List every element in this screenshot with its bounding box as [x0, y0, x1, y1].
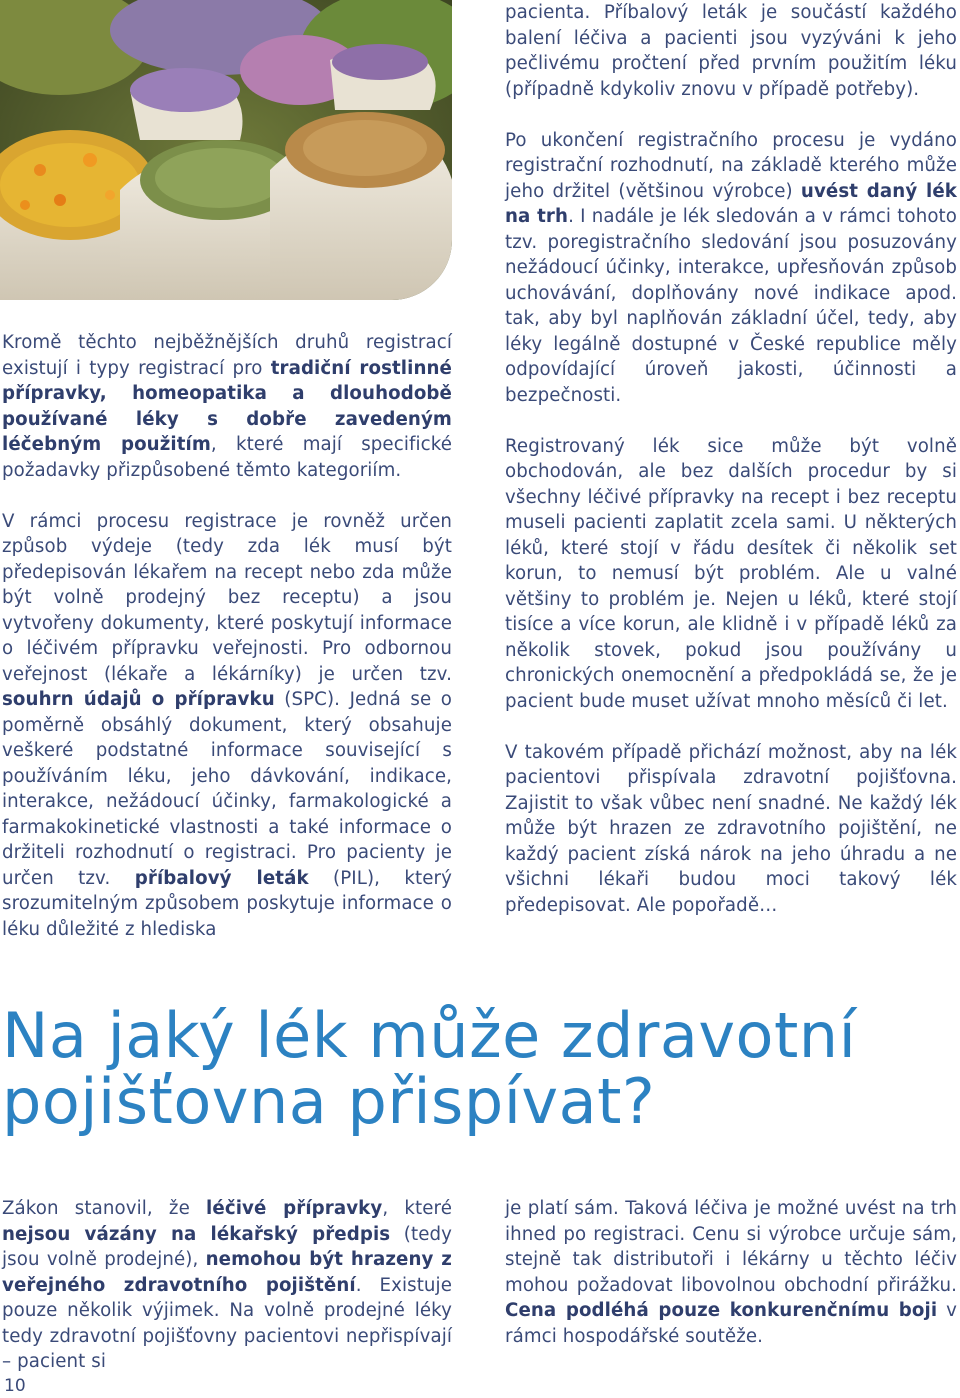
text-run: , které mají specifické požadavky přizpůsobené těmto kategoriím. — [2, 434, 453, 481]
bold-text-run: Cena podléhá pouze konkurenčnímu boji — [505, 1300, 938, 1321]
left-paragraph-2 — [2, 509, 452, 943]
bottom-right-paragraph — [505, 1196, 957, 1349]
text-run: Registrovaný lék sice může být volně obchodován, ale bez dalších procedur by si všechny léčivé přípravky na recept i bez receptu museli pacienti zaplatit zcela sami. U některých léků, které stojí v řádu desítek či několik set korun, to nemusí být problém. Ale u valné většiny to problém je. Nejen u léků, které stojí tisíce a více korun, ale klidně i v případě léků za několik stovek, pokud jsou používány u chronických onemocnění a předpokládá se, že je pacient bude muset užívat mnoho měsíců či let. — [505, 435, 957, 712]
text-run: , které — [382, 1198, 453, 1219]
right-paragraph-3 — [505, 434, 957, 715]
bold-text-run: souhrn údajů o přípravku — [2, 689, 275, 710]
text-run: (SPC). Jedná se o poměrně obsáhlý dokument, který obsahuje veškeré podstatné informace související s používáním léku, jeho dávkování, indikace, interakce, nežádoucí účinky, farmakologické a farmakokinetické vlastnosti a také informace o držiteli rozhodnutí o registraci. Pro pacienty je určen tzv. — [2, 689, 452, 889]
bold-text-run: nejsou vázány na lékařský předpis — [2, 1223, 391, 1245]
bottom-left-paragraph — [2, 1196, 452, 1375]
text-run: (tedy jsou volně prodejné), — [2, 1223, 452, 1270]
bold-text-run: tradiční rostlinné přípravky, homeopatika a dlouhodobě používané léky s dobře zavedeným léčebným použitím — [2, 357, 452, 455]
text-run: V takovém případě přichází možnost, aby na lék pacientovi přispívala zdravotní pojišťovna. Zajistit to však vůbec není snadné. Ne každý lék může být hrazen ze zdravotního pojištění, ne každý pacient získá nárok na jeho úhradu a ne všichni lékaři budou moci takový lék předepisovat. Ale popořadě… — [505, 741, 957, 916]
section-heading — [2, 999, 902, 1138]
text-run: Po ukončení registračního procesu je vydáno registrační rozhodnutí, na základě kterého může jeho držitel (většinou výrobce) — [505, 129, 957, 202]
herbs-photo-icon — [0, 0, 452, 300]
left-column — [2, 330, 452, 942]
text-run: . I nadále je lék sledován a v rámci tohoto tzv. poregistračního sledování jsou posuzovány nežádoucí účinky, interakce, upřesňován způsob uchovávání, doplňovány nové indikace apod. tak, aby byl naplňován základní účel, tedy, aby léky legálně dostupné v České republice měly odpovídající úroveň jakosti, účinnosti a bezpečnosti. — [505, 206, 958, 406]
page-number: 10 — [4, 1376, 26, 1396]
bold-text-run: nemohou být hrazeny z veřejného zdravotního pojištění — [2, 1249, 452, 1296]
heading-line-1: Na jaký lék může zdravotní — [2, 999, 857, 1072]
bottom-left-column — [2, 1196, 452, 1375]
text-run: v rámci hospodářské soutěže. — [505, 1300, 958, 1347]
text-run: je platí sám. Taková léčiva je možné uvést na trh ihned po registraci. Cenu si výrobce určuje sám, stejně tak distributoři i lékárny u těchto léčiv mohou požadovat libovolnou obchodní přirážku. — [505, 1198, 957, 1296]
right-paragraph-1 — [505, 0, 957, 102]
text-run: Kromě těchto nejběžnějších druhů registrací existují i typy registrací pro — [2, 332, 452, 379]
bold-text-run: příbalový leták — [134, 867, 309, 889]
text-run: pacienta. Příbalový leták je součástí každého balení léčiva a pacienti jsou vyzýváni k jeho pečlivému pročtení před prvním použitím léku (případně kdykoliv znovu v případě potřeby). — [505, 2, 957, 100]
bottom-right-column — [505, 1196, 957, 1349]
text-run: (PIL), který srozumitelným způsobem poskytuje informace o léku důležité z hlediska — [2, 867, 452, 940]
herbs-photo — [0, 0, 452, 300]
bold-text-run: léčivé přípravky — [206, 1198, 383, 1219]
right-column — [505, 0, 957, 918]
right-paragraph-2 — [505, 128, 957, 409]
heading-line-2: pojišťovna přispívat? — [2, 1065, 656, 1138]
text-run: . Existuje pouze několik výjimek. Na volně prodejné léky tedy zdravotní pojišťovny pacientovi nepřispívají – pacient si — [2, 1274, 452, 1372]
bold-text-run: uvést daný lék na trh — [505, 180, 958, 227]
text-run: V rámci procesu registrace je rovněž určen způsob výdeje (tedy zda lék musí být předepisován lékařem na recept nebo zda může být volně prodejný bez receptu) a jsou vytvořeny dokumenty, které poskytují informace o léčivém přípravku veřejnosti. Pro odbornou veřejnost (lékaře a lékárníky) je určen tzv. — [2, 510, 452, 685]
text-run: Zákon stanovil, že — [2, 1198, 207, 1219]
right-paragraph-4 — [505, 740, 957, 919]
left-paragraph-1 — [2, 330, 452, 483]
